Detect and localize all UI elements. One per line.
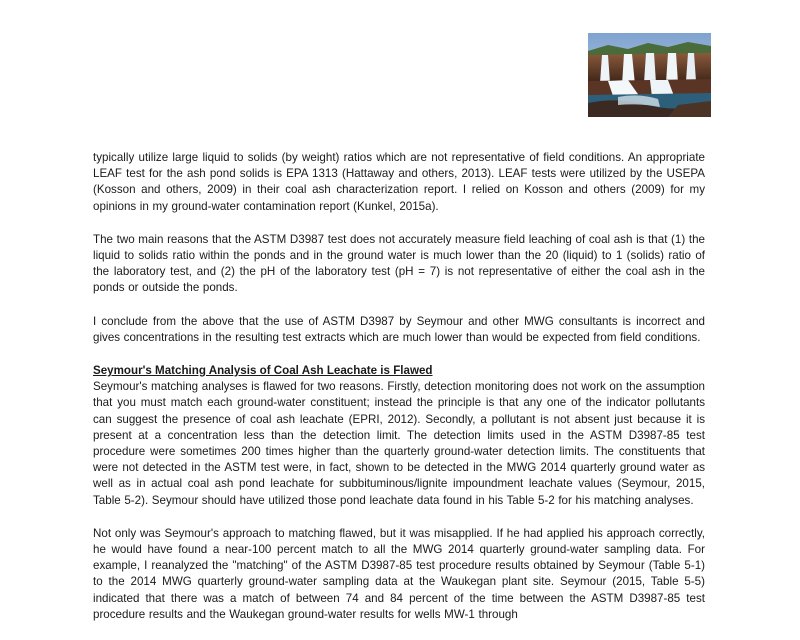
waterfall-photo-icon: [588, 33, 711, 117]
paragraph-leaf-test: typically utilize large liquid to solids (by weight) ratios which are not representative of field conditions. An appropriate LEAF test for the ash pond solids is EPA 1313 (Hattaway and others, 2013). LEAF tests were utilized by the USEPA (Kosson and others, 2009) in their coal ash characterization report. I relied on Kosson and others (2009) for my opinions in my ground-water contamination report (Kunkel, 2015a).: [93, 151, 705, 213]
paragraph-two-reasons: The two main reasons that the ASTM D3987 test does not accurately measure field leaching of coal ash is that (1) the liquid to solids ratio within the ponds and in the ground water is much lower than the 20 (liquid) to 1 (solids) ratio of the laboratory test, and (2) the pH of the laboratory test (pH = 7) is not representative of either the coal ash in the ponds or outside the ponds.: [93, 232, 705, 295]
paragraph-misapplied: Not only was Seymour's approach to matching flawed, but it was misapplied. If he had applied his approach correctly, he would have found a near-100 percent match to all the MWG 2014 quarterly ground-water sampling data. For example, I reanalyzed the "matching" of the ASTM D3987-85 test procedure results obtained by Seymour (Table 5-1) to the 2014 MWG quarterly ground-water sampling data at the Waukegan plant site. Seymour (2015, Table 5-5) indicated that there was a match of between 74 and 84 percent of the time between the ASTM D3987-85 test procedure results and the Waukegan ground-water results for wells MW-1 through: [93, 526, 705, 621]
paragraph-matching-analysis: Seymour's matching analyses is flawed for two reasons. Firstly, detection monitoring does not work on the assumption that you must match each ground-water constituent; instead the principle is that any one of the indicator pollutants can suggest the presence of coal ash leachate (EPRI, 2012). Secondly, a pollutant is not absent just because it is present at a concentration less than the detection limit. The detection limits used in the ASTM D3987-85 test procedure were sometimes 200 times higher than the quarterly ground-water detection limits. The constituents that were not detected in the ASTM test were, in fact, shown to be detected in the MWG 2014 quarterly ground water as well as in actual coal ash pond leachate for subbituminous/lignite impoundment leachate values (Seymour, 2015, Table 5-2). Seymour should have utilized those pond leachate data found in his Table 5-2 for his matching analyses.: [93, 380, 705, 507]
document-body: [93, 150, 705, 640]
section-heading: Seymour's Matching Analysis of Coal Ash Leachate is Flawed: [93, 364, 433, 378]
paragraph-conclusion: I conclude from the above that the use of ASTM D3987 by Seymour and other MWG consultants is incorrect and gives concentrations in the resulting test extracts which are much lower than would be expected from field conditions.: [93, 314, 705, 344]
